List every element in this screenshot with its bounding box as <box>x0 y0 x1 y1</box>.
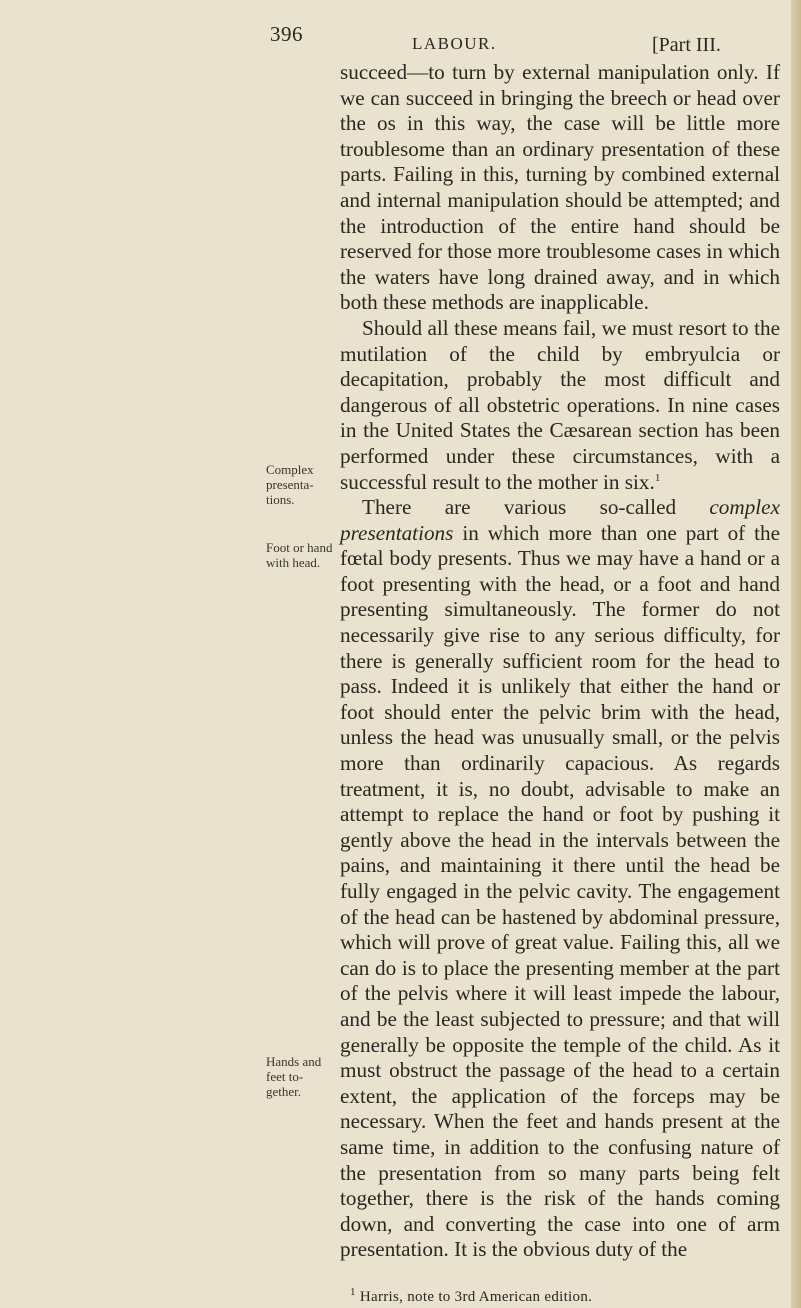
page-header <box>0 18 801 58</box>
page-edge <box>791 0 801 1308</box>
footnote-text: Harris, note to 3rd American edition. <box>359 1289 593 1305</box>
footnote-marker: 1 <box>654 471 661 484</box>
paragraph-3 <box>340 495 780 1263</box>
part-label: [Part III. <box>652 34 721 56</box>
margin-note-hands-feet: Hands and feet to-gether. <box>266 1054 322 1099</box>
paragraph-3-lead: There are various so-called <box>362 495 677 520</box>
paragraph-1: succeed—to turn by external manipulation only. If we can succeed in bringing the breech or head over the os in this way, the case will be little more troublesome than an ordinary presentation of these parts. Failing in this, turning by combined external and internal manipulation should be attempted; and the introduction of the entire hand should be reserved for those more troublesome cases in which the waters have long drained away, and in which both these methods are inapplicable. <box>340 60 780 315</box>
paragraph-2 <box>340 316 780 495</box>
paragraph-3-text: in which more than one part of the fœtal body presents. Thus we may have a hand or a foot presenting with the head, or a foot and hand presenting simultaneously. The former do not necessarily give rise to any serious difficulty, for there is generally sufficient room for the head to pass. Indeed it is unlikely that either the hand or foot should enter the pelvic brim with the head, unless the head was unusually small, or the pelvis more than ordinarily capacious. As regards treatment, it is, no doubt, advisable to make an attempt to replace the hand or foot by pushing it gently above the head in the intervals between the pains, and maintaining it there until the head be fully engaged in the pelvic cavity. The engagement of the head can be hastened by abdominal pressure, which will prove of great value. Failing this, all we can do is to place the presenting member at the part of the pelvis where it will least impede the labour, and be the least subjected to pressure; and that will generally be opposite the temple of the child. As it must obstruct the passage of the head to a certain extent, the application of the forceps may be necessary. When the feet and hands present at the same time, in addition to the confusing nature of the presentation from so many parts being felt together, there is the risk of the hands coming down, and converting the case into one of arm presentation. It is the obvious duty of the <box>340 520 781 1262</box>
running-head: LABOUR. <box>412 34 497 53</box>
paragraph-2-text: Should all these means fail, we must resort to the mutilation of the child by embryulcia or decapitation, probably the most difficult and dangerous of all obstetric operations. In nine cases in the United States the Cæsarean section has been performed under these circumstances, with a successful result to the mother in six. <box>340 315 780 494</box>
footnote-number: 1 <box>350 1286 356 1298</box>
paragraph-3-emphasis: complex presentations <box>340 495 780 545</box>
footnote <box>350 1286 593 1306</box>
margin-note-foot-hand-head: Foot or hand with head. <box>266 540 333 570</box>
margin-note-complex-presentations: Complex presenta-tions. <box>266 462 314 507</box>
body-text <box>340 60 780 1263</box>
page-number: 396 <box>270 22 303 46</box>
